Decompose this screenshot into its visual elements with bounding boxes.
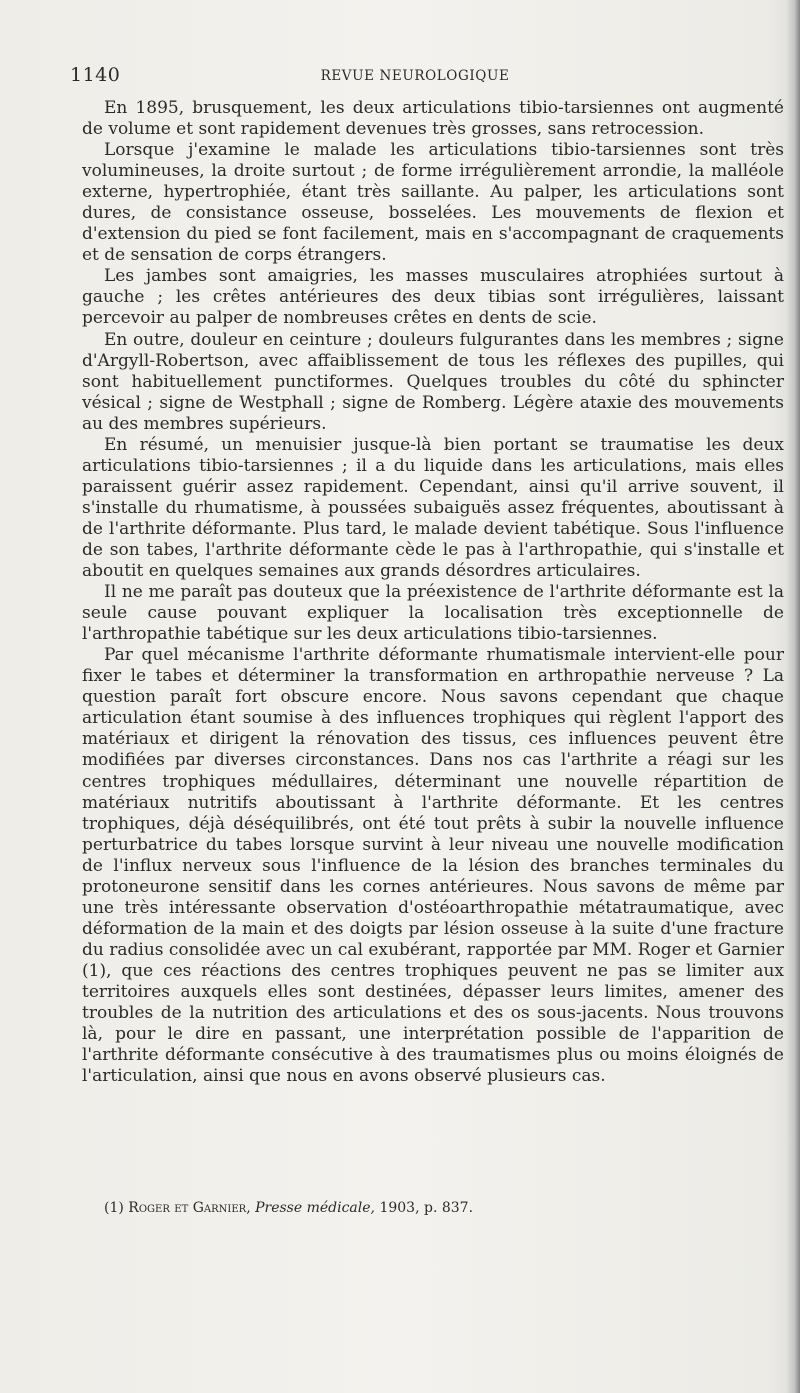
footnote-citation: 1903, p. 837.: [379, 1200, 474, 1216]
running-title: REVUE NEUROLOGIQUE: [320, 68, 510, 84]
body-text: [82, 98, 784, 1087]
paragraph: En outre, douleur en ceinture ; douleurs fulgurantes dans les membres ; signe d'Argyll-Robertson, avec affaiblissement de tous les réflexes des pupilles, qui sont habituellement punctiformes. Quelques troubles du côté du sphincter vésical ; signe de Westphall ; signe de Romberg. Légère ataxie des mouvements au des membres supérieurs.: [82, 329, 784, 434]
paragraph: Par quel mécanisme l'arthrite déformante rhumatismale intervient-elle pour fixer le tabes et déterminer la transformation en arthropathie nerveuse ? La question paraît fort obscure encore. Nous savons cependant que chaque articulation étant soumise à des influences trophiques qui règlent l'apport des matériaux et dirigent la rénovation des tissus, ces influences peuvent être modifiées par diverses circonstances. Dans nos cas l'arthrite a réagi sur les centres trophiques médullaires, déterminant une nouvelle répartition de matériaux nutritifs aboutissant à l'arthrite déformante. Et les centres trophiques, déjà déséquilibrés, ont été tout prêts à subir la nouvelle influence perturbatrice du tabes lorsque survint à leur niveau une nouvelle modification de l'influx nerveux sous l'influence de la lésion des branches terminales du protoneurone sensitif dans les cornes antérieures. Nous savons de même par une très intéressante observation d'ostéoarthropathie métatraumatique, avec déformation de la main et des doigts par lésion osseuse à la suite d'une fracture du radius consolidée avec un cal exubérant, rapportée par MM. Roger et Garnier (1), que ces réactions des centres trophiques peuvent ne pas se limiter aux territoires auxquels elles sont destinées, dépasser leurs limites, amener des troubles de la nutrition des articulations et des os sous-jacents. Nous trouvons là, pour le dire en passant, une interprétation possible de l'apparition de l'arthrite déformante consécutive à des traumatismes plus ou moins éloignés de l'articulation, ainsi que nous en avons observé plusieurs cas.: [82, 645, 784, 1087]
footnote-journal: Presse médicale,: [255, 1200, 375, 1216]
paragraph: Les jambes sont amaigries, les masses musculaires atrophiées surtout à gauche ; les crêtes antérieures des deux tibias sont irrégulières, laissant percevoir au palper de nombreuses crêtes en dents de scie.: [82, 266, 784, 329]
page-header: [70, 64, 760, 90]
paragraph: Lorsque j'examine le malade les articulations tibio-tarsiennes sont très volumineuses, la droite surtout ; de forme irrégulièrement arrondie, la malléole externe, hypertrophiée, étant très saillante. Au palper, les articulations sont dures, de consistance osseuse, bosselées. Les mouvements de flexion et d'extension du pied se font facilement, mais en s'accompagnant de craquements et de sensation de corps étrangers.: [82, 140, 784, 266]
paragraph: En 1895, brusquement, les deux articulations tibio-tarsiennes ont augmenté de volume et sont rapidement devenues très grosses, sans retrocession.: [82, 98, 784, 140]
page-edge-shadow: [786, 0, 800, 1393]
footnote: [104, 1199, 764, 1217]
footnote-authors: Roger et Garnier,: [128, 1200, 251, 1216]
paragraph: En résumé, un menuisier jusque-là bien portant se traumatise les deux articulations tibio-tarsiennes ; il a du liquide dans les articulations, mais elles paraissent guérir assez rapidement. Cependant, ainsi qu'il arrive souvent, il s'installe du rhumatisme, à poussées subaiguës assez fréquentes, aboutissant à de l'arthrite déformante. Plus tard, le malade devient tabétique. Sous l'influence de son tabes, l'arthrite déformante cède le pas à l'arthropathie, qui s'installe et aboutit en quelques semaines aux grands désordres articulaires.: [82, 434, 784, 582]
page-number: 1140: [70, 64, 121, 86]
paragraph: Il ne me paraît pas douteux que la préexistence de l'arthrite déformante est la seule cause pouvant expliquer la localisation très exceptionnelle de l'arthropathie tabétique sur les deux articulations tibio-tarsiennes.: [82, 582, 784, 645]
footnote-marker: (1): [104, 1200, 124, 1216]
